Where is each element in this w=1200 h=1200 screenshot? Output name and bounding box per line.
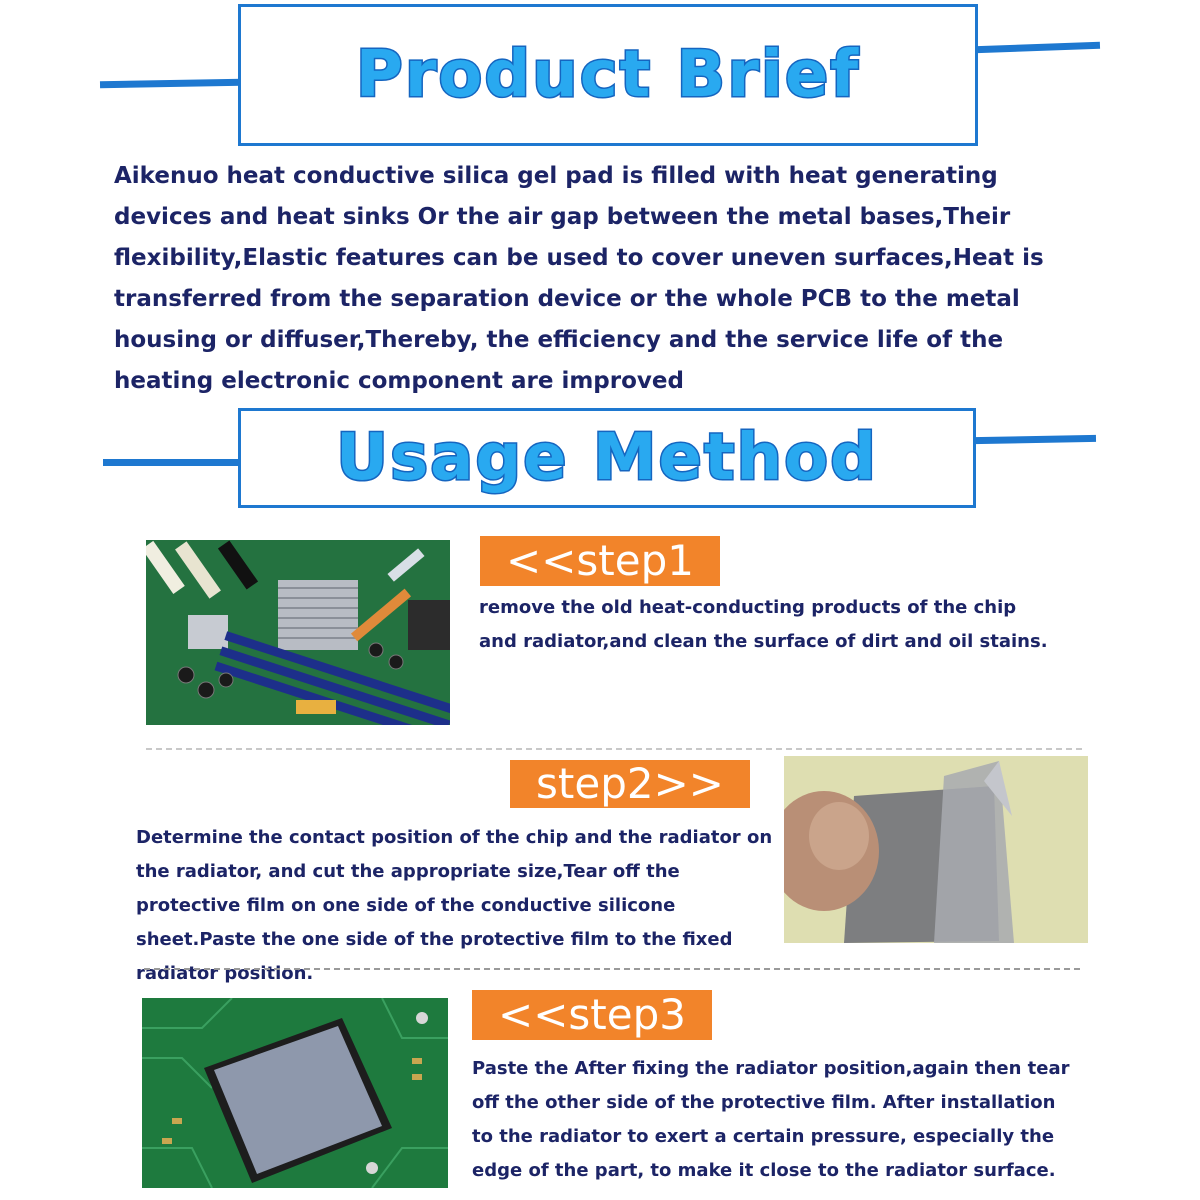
banner-line-right — [974, 42, 1100, 53]
step-divider — [146, 748, 1082, 750]
step1-description: remove the old heat-conducting products of the chip and radiator,and clean the surface of dirt and oil stains. — [479, 597, 1048, 652]
usage-method-title: Usage Method — [336, 421, 878, 495]
step-divider — [144, 968, 1080, 970]
step2-label: step2>> — [510, 760, 750, 808]
product-brief-banner — [238, 4, 978, 146]
step3-description: Paste the After fixing the radiator position,again then tear off the other side of the protective film. After installation to the radiator to exert a certain pressure, especially the edge of the part, to make it close to the radiator surface. — [472, 1058, 1070, 1181]
product-brief-description: Aikenuo heat conductive silica gel pad is filled with heat generating devices and heat sinks Or the air gap between the metal bases,Their flexibility,Elastic features can be used to cover uneven surfaces,Heat is transferred from the separation device or the whole PCB to the metal housing or diffuser,Thereby, the efficiency and the service life of the heating electronic component are improved — [114, 163, 1044, 394]
product-brief-title: Product Brief — [355, 38, 861, 112]
usage-method-banner — [238, 408, 976, 508]
thermal-pad-peel-illustration — [784, 756, 1088, 943]
banner-line-right — [974, 435, 1096, 444]
step3-label: <<step3 — [472, 990, 712, 1040]
step3-pcb-photo — [142, 998, 448, 1188]
banner-line-left — [103, 459, 241, 466]
pcb-with-pad-illustration — [142, 998, 448, 1188]
step2-description: Determine the contact position of the chip and the radiator on the radiator, and cut the appropriate size,Tear off the protective film on one side of the conductive silicone sheet.Paste the one side of the protective film to the fixed radiator position. — [136, 827, 773, 984]
motherboard-illustration — [146, 540, 450, 725]
step1-label: <<step1 — [480, 536, 720, 586]
banner-line-left — [100, 79, 242, 88]
step2-pad-photo — [784, 756, 1088, 943]
step1-motherboard-photo — [146, 540, 450, 725]
